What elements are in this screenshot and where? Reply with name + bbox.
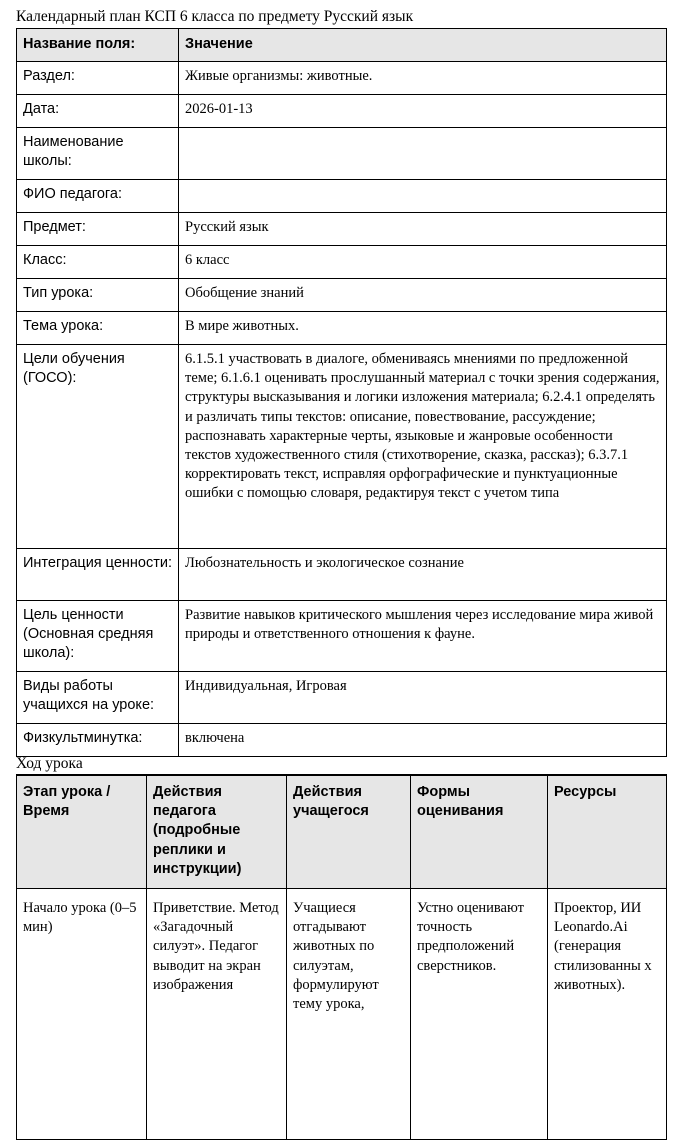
lesson-header-assessment: Формы оценивания: [411, 775, 548, 889]
field-label: Класс:: [17, 246, 179, 279]
plan-row-values: [17, 549, 667, 601]
field-label: Интеграция ценности:: [17, 549, 179, 601]
field-value: Обобщение знаний: [179, 279, 667, 312]
plan-row-school: [17, 128, 667, 180]
lesson-cell-student: Учащиеся отгадывают животных по силуэтам, формулируют тему урока,: [287, 889, 411, 1140]
field-value: включена: [179, 724, 667, 757]
lesson-header-student: Действия учащегося: [287, 775, 411, 889]
plan-header-value: Значение: [179, 29, 667, 62]
lesson-table: [16, 774, 667, 1140]
plan-row-lesson-type: [17, 279, 667, 312]
plan-row-topic: [17, 312, 667, 345]
field-value: Живые организмы: животные.: [179, 62, 667, 95]
field-label: Раздел:: [17, 62, 179, 95]
field-value: Любознательность и экологическое сознание: [179, 549, 667, 601]
plan-row-grade: [17, 246, 667, 279]
plan-row-teacher: [17, 180, 667, 213]
plan-row-goals: [17, 345, 667, 549]
lesson-row: [17, 889, 667, 1140]
document-title: Календарный план КСП 6 класса по предмету Русский язык: [16, 8, 414, 25]
field-value: 6.1.5.1 участвовать в диалоге, обмениваясь мнениями по предложенной теме; 6.1.6.1 оценивать прослушанный материал с точки зрения содержания, структуры высказывания и логики изложения материала; 6.2.4.1 определять и различать типы текстов: описание, повествование, рассуждение; распознавать характерные черты, языковые и жанровые особенности текстов художественного стиля (стихотворение, сказка, рассказ); 6.3.7.1 корректировать текст, исправляя орфографические и пунктуационные ошибки с помощью словаря, редактируя текст с учетом типа: [179, 345, 667, 549]
plan-header-row: [17, 29, 667, 62]
field-value: Индивидуальная, Игровая: [179, 672, 667, 724]
field-value: 6 класс: [179, 246, 667, 279]
field-label: Тема урока:: [17, 312, 179, 345]
field-label: Цель ценности (Основная средняя школа):: [17, 601, 179, 672]
lesson-cell-assessment: Устно оценивают точность предположений сверстников.: [411, 889, 548, 1140]
field-label: Дата:: [17, 95, 179, 128]
lesson-cell-resources: Проектор, ИИ Leonardo.Ai (генерация стилизованны х животных).: [548, 889, 667, 1140]
field-label: Тип урока:: [17, 279, 179, 312]
plan-row-section: [17, 62, 667, 95]
field-value: Развитие навыков критического мышления через исследование мира живой природы и ответственного отношения к фауне.: [179, 601, 667, 672]
lesson-cell-stage: Начало урока (0–5 мин): [17, 889, 147, 1140]
plan-row-exercise: [17, 724, 667, 757]
field-label: Наименование школы:: [17, 128, 179, 180]
field-label: Предмет:: [17, 213, 179, 246]
plan-row-date: [17, 95, 667, 128]
lesson-header-row: [17, 775, 667, 889]
field-value: [179, 180, 667, 213]
plan-header-field: Название поля:: [17, 29, 179, 62]
field-value: 2026-01-13: [179, 95, 667, 128]
plan-row-subject: [17, 213, 667, 246]
field-value: В мире животных.: [179, 312, 667, 345]
lesson-cell-teacher: Приветствие. Метод «Загадочный силуэт». Педагог выводит на экран изображения: [147, 889, 287, 1140]
lesson-header-stage: Этап урока / Время: [17, 775, 147, 889]
lesson-header-resources: Ресурсы: [548, 775, 667, 889]
field-label: ФИО педагога:: [17, 180, 179, 213]
field-value: Русский язык: [179, 213, 667, 246]
field-value: [179, 128, 667, 180]
plan-row-value-goal: [17, 601, 667, 672]
plan-table: [16, 28, 667, 757]
field-label: Физкультминутка:: [17, 724, 179, 757]
lesson-header-teacher: Действия педагога (подробные реплики и инструкции): [147, 775, 287, 889]
lesson-section-title: Ход урока: [16, 755, 83, 772]
field-label: Виды работы учащихся на уроке:: [17, 672, 179, 724]
plan-row-work-types: [17, 672, 667, 724]
field-label: Цели обучения (ГОСО):: [17, 345, 179, 549]
